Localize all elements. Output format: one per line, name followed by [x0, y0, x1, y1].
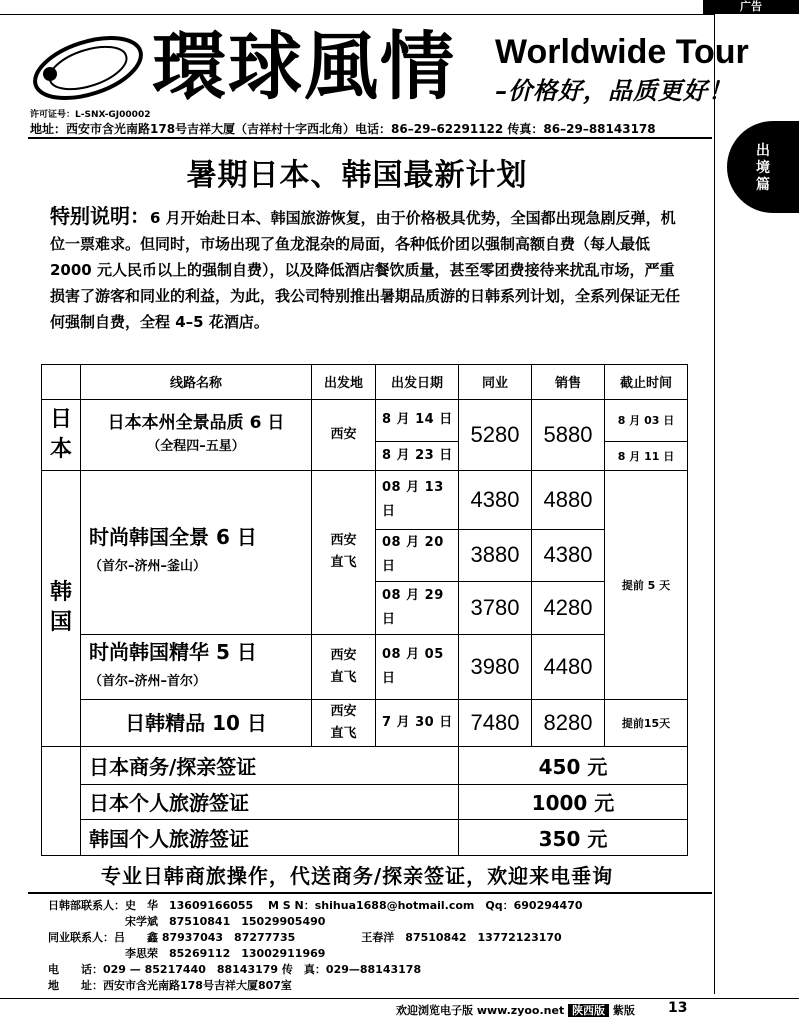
deadline: 提前15天 [605, 699, 688, 746]
visa-row [42, 820, 688, 856]
table-header-cell: 销售 [532, 365, 605, 400]
edition-text: 紫版 [612, 1004, 635, 1017]
departure-date: 08 月 29 日 [376, 582, 459, 634]
contact-line: 日韩部联系人：史 华 13609166055 M S N：shihua1688@hotmail.com Qq：690294470 [48, 899, 583, 912]
departure-date: 08 月 20 日 [376, 529, 459, 581]
table-header-cell: 截止时间 [605, 365, 688, 400]
trade-price: 3980 [459, 634, 532, 699]
departure-date: 7 月 30 日 [376, 699, 459, 746]
intro-paragraph [50, 203, 688, 335]
departure-date: 08 月 13 日 [376, 470, 459, 529]
contact-line: 宋学斌 87510841 15029905490 [48, 915, 326, 928]
page-number: 13 [668, 1000, 688, 1016]
intro-text: 6 月开始赴日本、韩国旅游恢复，由于价格极具优势，全国都出现急剧反弹，机位一票难求。但同时，市场出现了鱼龙混杂的局面，各种低价团以强制高额自费（每人最低 2000 元人民币以上的强制自费），以及降低酒店餐饮质量，甚至零团费接待来扰乱市场，严重损害了游客和同业的利益，为此，我公司特别推出暑期品质游的日韩系列计划，全系列保证无任何强制自费，全程 4–5 花酒店。 [50, 209, 681, 331]
table-row [42, 634, 688, 699]
table-header-cell: 出发日期 [376, 365, 459, 400]
table-header-cell: 同业 [459, 365, 532, 400]
visa-price: 450 元 [459, 746, 688, 784]
top-frame-line [0, 14, 714, 15]
deadline: 提前 5 天 [605, 470, 688, 699]
deadline: 8 月 03 日 [605, 399, 688, 441]
edition-box: 陕西版 [568, 1004, 609, 1017]
brand-name: 環球風情 [152, 24, 456, 110]
table-header-row [42, 365, 688, 400]
welcome-text: 欢迎浏览电子版 www.zyoo.net [396, 1004, 565, 1017]
table-header-cell: 线路名称 [81, 365, 312, 400]
sale-price: 5880 [532, 399, 605, 470]
route-name: 时尚韩国全景 6 日 （首尔–济州–釜山） [81, 470, 312, 634]
section-tab-char: 出 [756, 143, 770, 159]
departure-city: 西安 直飞 [312, 634, 376, 699]
divider [28, 892, 712, 894]
trade-price: 5280 [459, 399, 532, 470]
contact-line: 地 址：西安市含光南路178号吉祥大厦807室 [48, 979, 292, 992]
table-header-cell [42, 365, 81, 400]
visa-name: 韩国个人旅游签证 [81, 820, 459, 856]
sale-price: 4480 [532, 634, 605, 699]
bottom-strip [396, 1002, 635, 1018]
address-line: 地址：西安市含光南路178号吉祥大厦（吉祥村十字西北角）电话：86–29–62291122 传真：86–29–88143178 [30, 122, 656, 136]
divider [28, 137, 712, 139]
divider [0, 998, 799, 999]
tour-price-table [41, 364, 688, 856]
globe-logo-icon [28, 26, 148, 106]
visa-price: 350 元 [459, 820, 688, 856]
region-korea: 韩 国 [42, 470, 81, 746]
departure-city: 西安 [312, 399, 376, 470]
visa-name: 日本个人旅游签证 [81, 784, 459, 820]
section-tab-char: 篇 [756, 177, 770, 193]
departure-date: 8 月 14 日 [376, 399, 459, 441]
section-tab [727, 121, 799, 213]
trade-price: 3880 [459, 529, 532, 581]
deadline: 8 月 11 日 [605, 441, 688, 470]
trade-price: 3780 [459, 582, 532, 634]
departure-city: 西安 直飞 [312, 699, 376, 746]
sale-price: 8280 [532, 699, 605, 746]
trade-price: 4380 [459, 470, 532, 529]
visa-price: 1000 元 [459, 784, 688, 820]
sale-price: 4380 [532, 529, 605, 581]
route-name: 日本本州全景品质 6 日 （全程四–五星） [81, 399, 312, 470]
contact-block [48, 898, 583, 994]
section-tab-char: 境 [756, 160, 770, 176]
visa-row [42, 746, 688, 784]
region-japan: 日 本 [42, 399, 81, 470]
intro-lead: 特别说明： [50, 204, 150, 228]
contact-line: 同业联系人：吕 鑫 87937043 87277735 王春洋 87510842 13772123170 [48, 931, 562, 944]
contact-line: 李思荣 85269112 13002911969 [48, 947, 326, 960]
contact-line: 电 话：029 — 85217440 88143179 传 真：029—88143178 [48, 963, 422, 976]
license-number: 许可证号：L-SNX-GJ00002 [30, 110, 151, 120]
ad-tag: 广告 [703, 0, 799, 14]
table-row [42, 470, 688, 529]
departure-city: 西安 直飞 [312, 470, 376, 634]
visa-row [42, 784, 688, 820]
table-row [42, 699, 688, 746]
departure-date: 08 月 05 日 [376, 634, 459, 699]
sale-price: 4880 [532, 470, 605, 529]
route-name: 时尚韩国精华 5 日 （首尔–济州–首尔） [81, 634, 312, 699]
visa-name: 日本商务/探亲签证 [81, 746, 459, 784]
slogan: –价格好，品质更好！ [495, 76, 733, 105]
sale-price: 4280 [532, 582, 605, 634]
route-name: 日韩精品 10 日 [81, 699, 312, 746]
right-frame-line [714, 14, 715, 994]
brand-english: Worldwide Tour [495, 33, 749, 71]
table-row [42, 399, 688, 441]
departure-date: 8 月 23 日 [376, 441, 459, 470]
trade-price: 7480 [459, 699, 532, 746]
table-header-cell: 出发地 [312, 365, 376, 400]
page-title: 暑期日本、韩国最新计划 [186, 158, 528, 193]
service-slogan: 专业日韩商旅操作，代送商务/探亲签证，欢迎来电垂询 [100, 864, 614, 888]
